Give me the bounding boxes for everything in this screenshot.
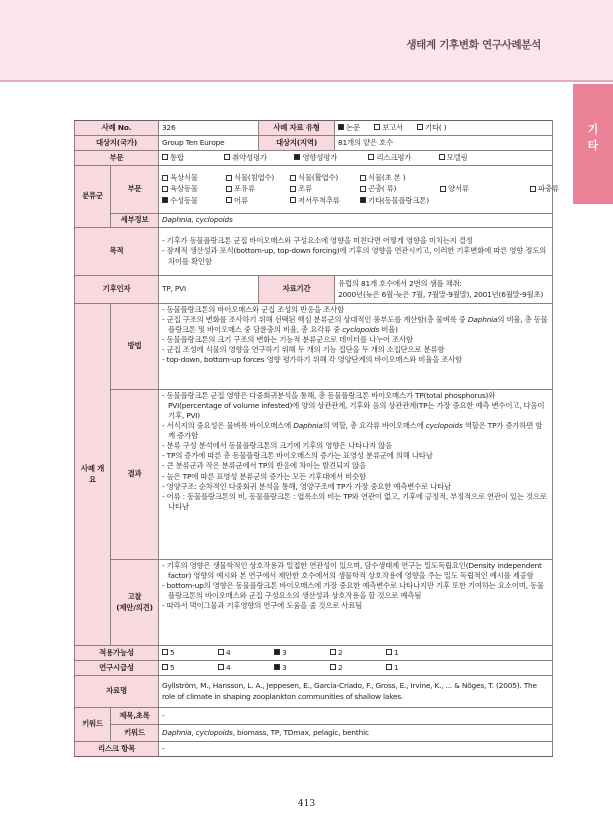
- list-item: - 높은 TP에 따른 표영성 분류군의 증가는 모든 기후대에서 비슷함: [162, 471, 366, 481]
- classification-option: 식물(초 본 ): [360, 173, 440, 183]
- purpose-item: - 잠재적 생산성과 포식(bottom-up, top-down forcing)에 기후의 영향을 연관시키고, 이러한 기후변화에 따른 영향 정도의 차이를 확인함: [162, 246, 547, 266]
- rating-option: 4: [218, 663, 274, 673]
- list-item: - 기후의 영향은 생물학적인 상호작용과 밀접한 연관성이 있으며, 담수생태계 연구는 밀도독립요인(Density independent factor) 영향의 예시와 본 연구에서 제안한 호수에서의 생물학적 상호작용에 영향을 주는 밀도 독립적인 예시를 제공함: [162, 561, 542, 581]
- checkbox-icon: [386, 664, 392, 670]
- risk-value: -: [159, 742, 553, 757]
- rating-option: 5: [162, 648, 218, 658]
- purpose-content: [159, 228, 553, 276]
- sector-option: 영향성평가: [294, 153, 366, 163]
- source-value: Gyllström, M., Hansson, L. A., Jeppesen, E., García-Criado, F., Gross, E., Irvine, K., ... & Nõges, T. (2005). The role of climate in shaping zooplankton communities of shallow lakes.: [159, 676, 553, 708]
- checkbox-icon: [440, 186, 446, 192]
- title-abstract-value: -: [159, 708, 553, 725]
- checkbox-icon: [530, 186, 536, 192]
- checkbox-icon: [290, 197, 296, 203]
- list-item: - 서식지의 중요성은 물벼룩 바이오매스에 Daphnia의 역할, 총 요각류 바이오매스에 cyclopoids 역할은 TP가 증가하면 함께 증가함: [162, 421, 543, 441]
- checkbox-icon: [226, 197, 232, 203]
- classification-option: [440, 196, 530, 206]
- checkbox-icon: [290, 175, 296, 181]
- classification-grid: [162, 173, 559, 205]
- checkbox-icon: [218, 664, 224, 670]
- checkbox-icon: [162, 664, 168, 670]
- sector-option: 취약성평가: [224, 153, 292, 163]
- sector-option: 모델링: [439, 153, 468, 163]
- list-item: - 동물플랑크톤 군집 영향은 다중회귀분석을 통해, 총 동물플랑크톤 바이오매스가 TP(total phosphorus)와 PVI(percentage of volume infested)에 양의 상관관계, 기후와 음의 상관관계(TP는 가장 중요한 예측 변수이고, 다음이 기후, PVI): [162, 391, 545, 421]
- checkbox-icon: [360, 175, 366, 181]
- checkbox-icon: [360, 186, 366, 192]
- result-label: 결과: [111, 390, 159, 560]
- discussion-label: 고찰 (제안/의견): [111, 560, 159, 646]
- checkbox-icon: [330, 649, 336, 655]
- rating-option: 5: [162, 663, 218, 673]
- applicability-options: [159, 646, 553, 661]
- list-item: - 동물플랑크톤의 바이오매스와 군집 조성의 반응을 조사함: [162, 305, 344, 314]
- urgency-options: [159, 661, 553, 676]
- urgency-label: 연구시급성: [75, 661, 159, 676]
- checkbox-icon: [162, 175, 168, 181]
- climate-factor-label: 기후인자: [75, 276, 159, 304]
- source-label: 자료명: [75, 676, 159, 708]
- header-divider: [0, 80, 613, 82]
- list-item: - 분류 구성 분석에서 동물플랑크톤의 크기에 기후의 영향은 나타나지 않음: [162, 441, 393, 451]
- sector-options: [159, 151, 553, 166]
- rating-option: 1: [386, 648, 442, 658]
- checkbox-icon: [226, 186, 232, 192]
- purpose-label: 목적: [75, 228, 159, 276]
- list-item: - 군집 조성에 식물의 영향을 연구하기 위해 두 개의 기능 집단을 두 개의 소집단으로 분류함: [162, 345, 445, 355]
- classification-sector-label: 부문: [111, 166, 159, 214]
- sector-option: 통합: [162, 153, 222, 163]
- checkbox-icon: [374, 124, 380, 130]
- checkbox-icon: [439, 154, 445, 160]
- checked-box-icon: [274, 664, 280, 670]
- keyword-value: Daphnia, cyclopoids, biomass, TP, TDmax, pelagic, benthic: [159, 725, 553, 742]
- target-country-value: Group Ten Europe: [159, 136, 259, 151]
- checkbox-icon: [330, 664, 336, 670]
- case-type-option: 기타( ): [417, 123, 446, 133]
- classification-options: [159, 166, 559, 214]
- classification-option: 육상동물: [162, 184, 226, 194]
- case-no-value: 326: [159, 121, 259, 136]
- rating-option: 3: [274, 648, 330, 658]
- target-region-value: 81개의 얕은 호수: [335, 136, 553, 151]
- case-table: [74, 120, 559, 757]
- rating-option: 3: [274, 663, 330, 673]
- checkbox-icon: [162, 186, 168, 192]
- checkbox-icon: [218, 649, 224, 655]
- risk-label: 리스크 항목: [75, 742, 159, 757]
- classification-option: 식물(활엽수): [290, 173, 360, 183]
- list-item: - 군집 구조의 변화를 조사하기 위해 선택된 핵심 분류군의 상대적인 풍부도를 계산함(총 물벼룩 중 Daphnia의 비율, 총 동물플랑크톤 및 바이오매스 중 담륜충의 비율, 총 요각류 중 cyclopoids 비율): [162, 315, 548, 335]
- checkbox-icon: [224, 154, 230, 160]
- climate-factor-value: TP, PVI: [159, 276, 259, 304]
- period-value: 유럽의 81개 호수에서 2번의 샘플 채취: 2000년(늦은 6월-늦은 7월, 7월말-9월말), 2001년(6월말-9월초): [335, 276, 553, 304]
- checkbox-icon: [226, 175, 232, 181]
- checkbox-icon: [290, 186, 296, 192]
- list-item: - bottom-up의 영향은 동물플랑크톤 바이오매스에 가장 중요한 예측변수로 나타나지만 기후 또한 기여하는 요소이며, 동물플랑크톤의 바이오매스와 군집 구성요소의 생산성과 상호작용을 할 것으로 예측됨: [162, 581, 544, 601]
- classification-option: 파충류: [530, 184, 590, 194]
- discussion-content: [159, 560, 553, 646]
- classification-option: [530, 173, 590, 183]
- classification-option: 수성동물: [162, 196, 226, 206]
- list-item: - 큰 분류군과 작은 분류군에서 TP의 반응에 차이는 발견되지 않음: [162, 461, 366, 471]
- keyword-sub-label: 키워드: [111, 725, 159, 742]
- checkbox-icon: [386, 649, 392, 655]
- classification-option: 어류: [226, 196, 290, 206]
- classification-option: [530, 196, 590, 206]
- classification-option: 곤충( 류): [360, 184, 440, 194]
- keywords-label: 키워드: [75, 708, 111, 742]
- checkbox-icon: [162, 649, 168, 655]
- rating-option: 1: [386, 663, 442, 673]
- method-content: [159, 304, 553, 390]
- detail-value: Daphnia, cyclopoids: [159, 214, 553, 228]
- case-type-label: 사례 자료 유형: [259, 121, 335, 136]
- checkbox-icon: [368, 154, 374, 160]
- title-abstract-label: 제목,초록: [111, 708, 159, 725]
- method-label: 방법: [111, 304, 159, 390]
- list-item: - 따라서 먹이그물과 기후영향의 연구에 도움을 줄 것으로 사료됨: [162, 601, 363, 611]
- list-item: - 어류 : 동물플랑크톤의 비, 동물플랑크톤 : 엽록소의 비는 TP와 연관이 없고, 기후에 긍정적, 부정적으로 연관이 있는 것으로 나타남: [162, 491, 547, 511]
- list-item: - TP의 증가에 따른 총 동물플랑크톤 바이오매스의 증가는 표영성 분류군에 의해 나타남: [162, 451, 433, 461]
- classification-label: 분류군: [75, 166, 111, 228]
- rating-option: 2: [330, 648, 386, 658]
- sector-option: 리스크평가: [368, 153, 436, 163]
- sector-label: 부문: [75, 151, 159, 166]
- summary-label: 사례 개요: [75, 304, 111, 646]
- classification-option: 포유류: [226, 184, 290, 194]
- checked-box-icon: [162, 197, 168, 203]
- case-no-label: 사례 No.: [75, 121, 159, 136]
- detail-label: 세부정보: [111, 214, 159, 228]
- classification-option: [440, 173, 530, 183]
- list-item: - 동물플랑크톤의 크기 구조의 변화는 기능적 분류군으로 데이터를 나누어 조사함: [162, 335, 413, 345]
- purpose-item: - 기후가 동물플랑크톤 군집 바이오매스와 구성요소에 영향을 미친다면 어떻게 영향을 미치는지 결정: [162, 236, 473, 246]
- checked-box-icon: [338, 124, 344, 130]
- rating-option: 2: [330, 663, 386, 673]
- checked-box-icon: [274, 649, 280, 655]
- list-item: - 영양구조: 순차적인 다중회귀 분석을 통해, 영양구조에 TP가 가장 중요한 예측변수로 나타남: [162, 481, 451, 491]
- target-country-label: 대상지(국가): [75, 136, 159, 151]
- running-title: 생태계 기후변화 연구사례분석: [406, 39, 541, 51]
- checkbox-icon: [162, 154, 168, 160]
- case-type-option: 보고서: [374, 123, 403, 133]
- classification-option: 육상식물: [162, 173, 226, 183]
- case-type-options: [335, 121, 553, 136]
- classification-option: 저서무척추류: [290, 196, 360, 206]
- list-item: - top-down, bottom-up forces 영향 평가하기 위해 각 영양단계의 바이오매스와 비율을 조사함: [162, 355, 463, 365]
- case-type-option: 논문: [338, 123, 360, 133]
- target-region-label: 대상지(지역): [259, 136, 335, 151]
- result-content: [159, 390, 553, 560]
- period-label: 자료기간: [259, 276, 335, 304]
- classification-option: 양서류: [440, 184, 530, 194]
- classification-option: 기타(동물플랑크톤): [360, 196, 440, 206]
- classification-option: 조류: [290, 184, 360, 194]
- checkbox-icon: [417, 124, 423, 130]
- applicability-label: 적용가능성: [75, 646, 159, 661]
- page-number: 413: [297, 799, 316, 809]
- side-tab-label: 기 타: [587, 123, 599, 152]
- classification-option: 식물(침엽수): [226, 173, 290, 183]
- rating-option: 4: [218, 648, 274, 658]
- checked-box-icon: [360, 197, 366, 203]
- checked-box-icon: [294, 154, 300, 160]
